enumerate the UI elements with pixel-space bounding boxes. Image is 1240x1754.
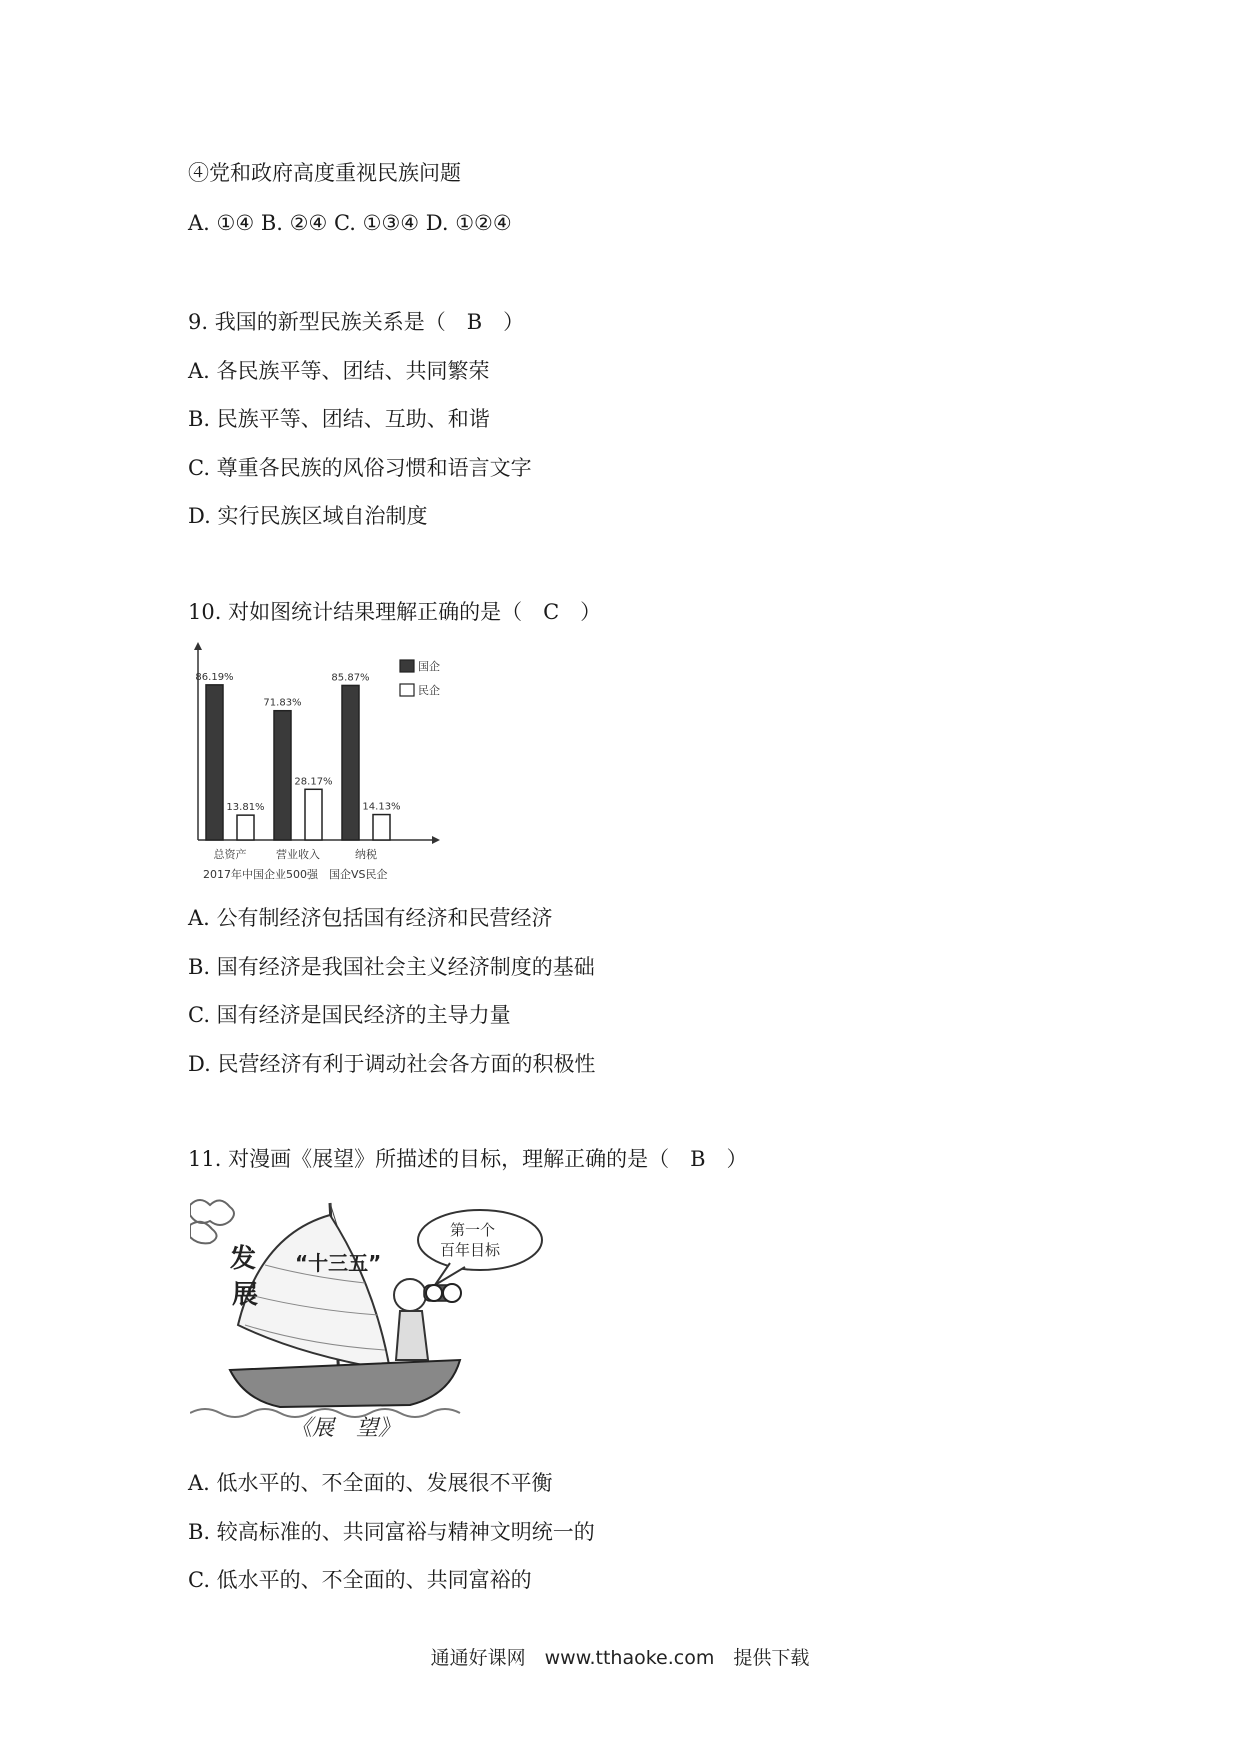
q11-option-b: B. 较高标准的、共同富裕与精神文明统一的 bbox=[188, 1520, 595, 1544]
x-tick-label-1: 营业收入 bbox=[276, 848, 320, 861]
binocular-lens-2 bbox=[426, 1285, 442, 1301]
speech-bubble bbox=[418, 1210, 542, 1270]
sail-banner: “十三五” bbox=[295, 1251, 382, 1275]
question-11: 11. 对漫画《展望》所描述的目标，理解正确的是（ B ） bbox=[188, 1147, 748, 1171]
q10-option-d: D. 民营经济有利于调动社会各方面的积极性 bbox=[188, 1052, 596, 1076]
question-10: 10. 对如图统计结果理解正确的是（ C ） bbox=[188, 600, 602, 624]
bar-state-2 bbox=[342, 685, 359, 840]
legend-label-0: 国企 bbox=[418, 660, 440, 673]
cartoon-outlook bbox=[190, 1195, 550, 1440]
bar-private-2 bbox=[373, 815, 390, 840]
q10-option-b: B. 国有经济是我国社会主义经济制度的基础 bbox=[188, 955, 595, 979]
bubble-text-1: 第一个 bbox=[450, 1221, 496, 1239]
legend-swatch-0 bbox=[400, 660, 414, 672]
q9-option-a: A. 各民族平等、团结、共同繁荣 bbox=[188, 359, 490, 383]
sail-text-1: 发 bbox=[230, 1244, 257, 1274]
speech-bubble-tail bbox=[435, 1263, 465, 1285]
bar-label-1-1: 28.17% bbox=[294, 776, 333, 788]
bar-private-0 bbox=[237, 815, 254, 840]
question-9: 9. 我国的新型民族关系是（ B ） bbox=[188, 310, 525, 334]
legend-swatch-1 bbox=[400, 684, 414, 696]
boat-hull bbox=[230, 1360, 460, 1407]
q9-option-d: D. 实行民族区域自治制度 bbox=[188, 504, 428, 528]
x-axis-arrow bbox=[432, 836, 440, 844]
y-axis-arrow bbox=[194, 642, 202, 650]
bar-label-0-0: 86.19% bbox=[195, 671, 234, 683]
bar-state-1 bbox=[274, 711, 291, 840]
q9-option-b: B. 民族平等、团结、互助、和谐 bbox=[188, 407, 490, 431]
chart-caption: 2017年中国企业500强 国企VS民企 bbox=[203, 868, 388, 881]
legend-label-1: 民企 bbox=[418, 684, 440, 697]
x-tick-label-2: 纳税 bbox=[355, 848, 377, 861]
bubble-text-2: 百年目标 bbox=[440, 1241, 501, 1259]
page-footer: 通通好课网 www.tthaoke.com 提供下载 bbox=[430, 1647, 810, 1669]
q11-option-c: C. 低水平的、不全面的、共同富裕的 bbox=[188, 1568, 532, 1592]
bar-state-0 bbox=[206, 685, 223, 840]
bar-private-1 bbox=[305, 789, 322, 840]
q10-option-c: C. 国有经济是国民经济的主导力量 bbox=[188, 1003, 511, 1027]
x-tick-label-0: 总资产 bbox=[213, 848, 247, 861]
bar-label-0-1: 71.83% bbox=[263, 697, 302, 709]
q11-option-a: A. 低水平的、不全面的、发展很不平衡 bbox=[188, 1471, 553, 1495]
binocular-lens-1 bbox=[443, 1284, 461, 1302]
q9-option-c: C. 尊重各民族的风俗习惯和语言文字 bbox=[188, 456, 532, 480]
sail bbox=[238, 1215, 390, 1370]
bar-label-0-2: 85.87% bbox=[331, 672, 370, 684]
person-head bbox=[394, 1279, 426, 1311]
cloud-left-2 bbox=[190, 1222, 217, 1244]
sail-text-2: 展 bbox=[232, 1280, 259, 1310]
bar-label-1-0: 13.81% bbox=[226, 802, 265, 814]
option-4-text: ④党和政府高度重视民族问题 bbox=[188, 161, 461, 185]
enterprise-bar-chart bbox=[188, 640, 468, 885]
q8-answer-options: A. ①④ B. ②④ C. ①③④ D. ①②④ bbox=[188, 211, 512, 235]
q10-option-a: A. 公有制经济包括国有经济和民营经济 bbox=[188, 906, 553, 930]
person-body bbox=[396, 1311, 428, 1360]
cartoon-title: 《展 望》 bbox=[290, 1416, 401, 1440]
bar-label-1-2: 14.13% bbox=[362, 801, 401, 813]
